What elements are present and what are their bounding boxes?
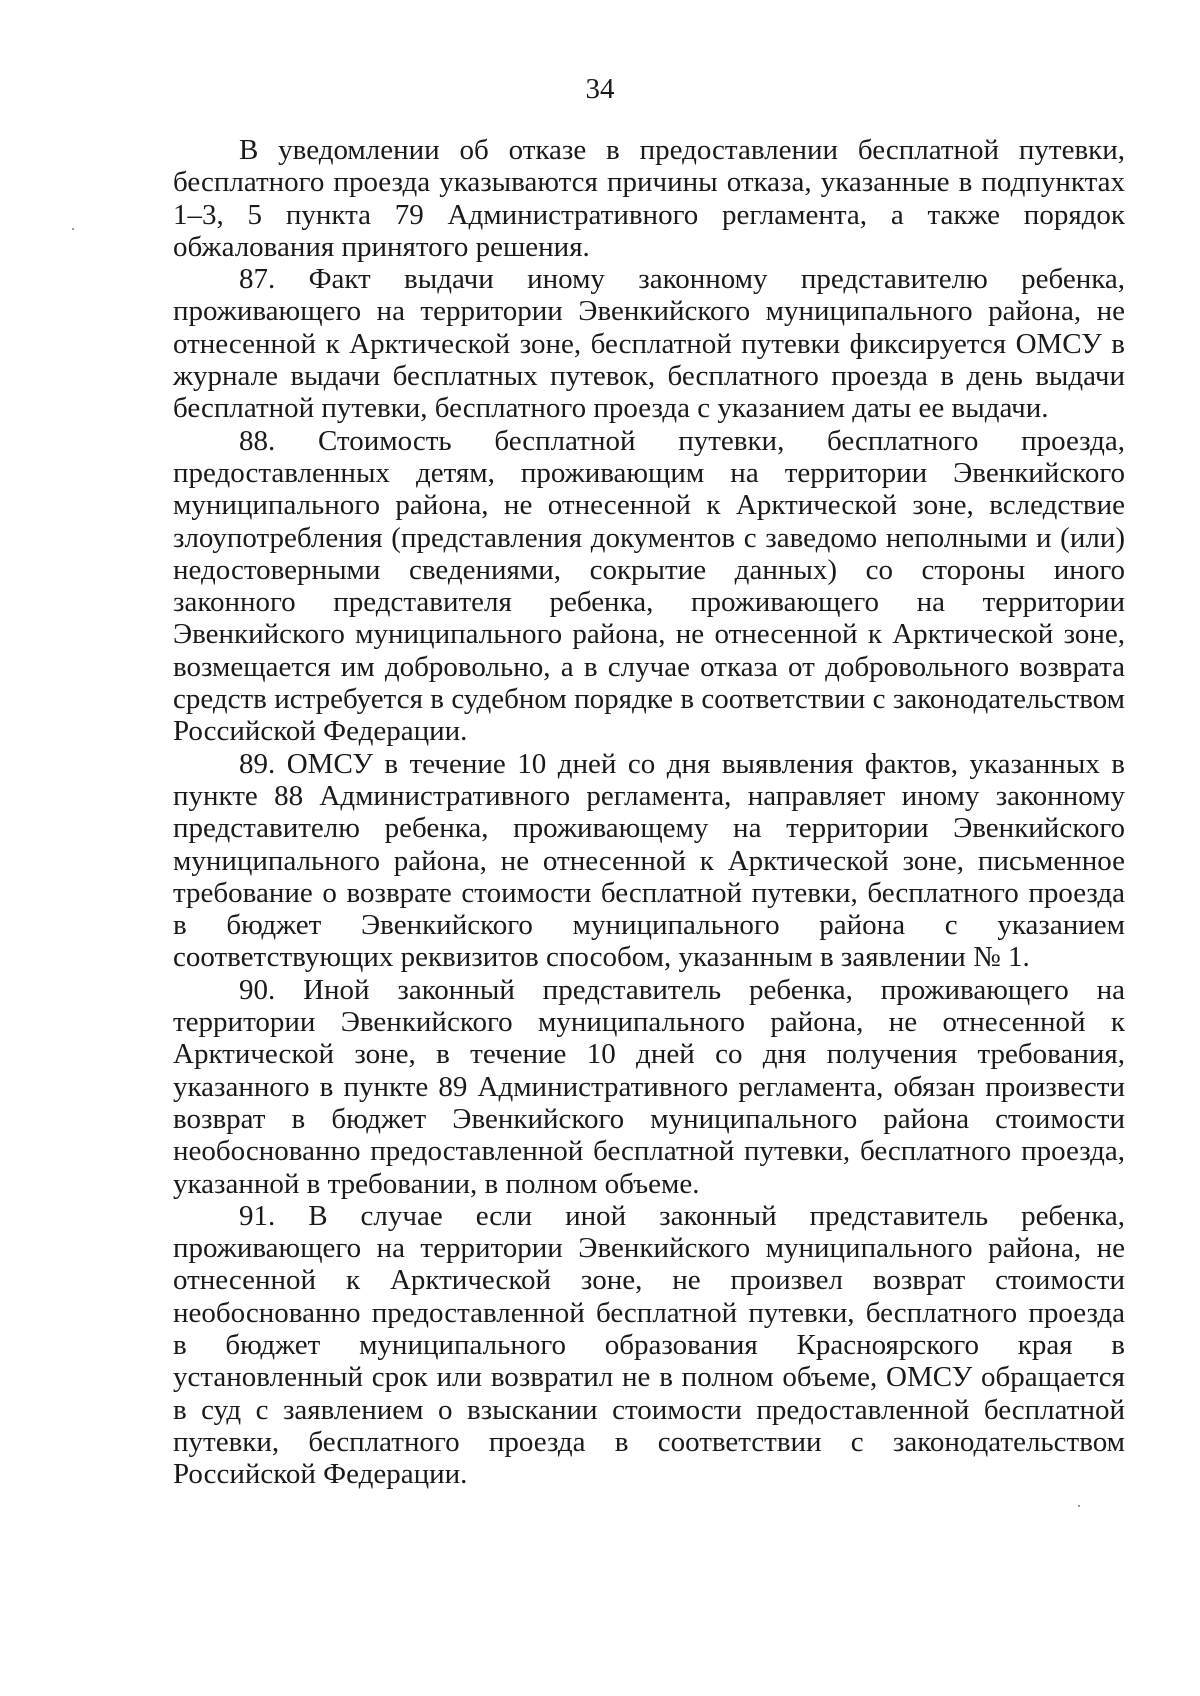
paragraph-87: 87. Факт выдачи иному законному представителю ребенка, проживающего на территории Эвенкийского муниципального района, не отнесенной к Арктической зоне, бесплатной путевки фиксируется ОМСУ в журнале выдачи бесплатных путевок, бесплатного проезда в день выдачи бесплатной путевки, бесплатного проезда с указанием даты ее выдачи. — [173, 263, 1125, 425]
paragraph-notice-of-refusal: В уведомлении об отказе в предоставлении бесплатной путевки, бесплатного проезда указываются причины отказа, указанные в подпунктах 1–3, 5 пункта 79 Административного регламента, а также порядок обжалования принятого решения. — [173, 134, 1125, 263]
paragraph-89: 89. ОМСУ в течение 10 дней со дня выявления фактов, указанных в пункте 88 Административного регламента, направляет иному законному представителю ребенка, проживающему на территории Эвенкийского муниципального района, не отнесенной к Арктической зоне, письменное требование о возврате стоимости бесплатной путевки, бесплатного проезда в бюджет Эвенкийского муниципального района с указанием соответствующих реквизитов способом, указанным в заявлении № 1. — [173, 747, 1125, 974]
paragraph-90: 90. Иной законный представитель ребенка, проживающего на территории Эвенкийского муниципального района, не отнесенной к Арктической зоне, в течение 10 дней со дня получения требования, указанного в пункте 89 Административного регламента, обязан произвести возврат в бюджет Эвенкийского муниципального района стоимости необоснованно предоставленной бесплатной путевки, бесплатного проезда, указанной в требовании, в полном объеме. — [173, 973, 1125, 1200]
paragraph-91: 91. В случае если иной законный представитель ребенка, проживающего на территории Эвенкийского муниципального района, не отнесенной к Арктической зоне, не произвел возврат стоимости необоснованно предоставленной бесплатной путевки, бесплатного проезда в бюджет муниципального образования Красноярского края в установленный срок или возвратил не в полном объеме, ОМСУ обращается в суд с заявлением о взыскании стоимости предоставленной бесплатной путевки, бесплатного проезда в соответствии с законодательством Российской Федерации. — [173, 1199, 1125, 1491]
scan-speck — [1078, 1505, 1080, 1507]
document-body — [173, 134, 1125, 1490]
scan-speck — [72, 228, 74, 230]
page-number: 34 — [585, 73, 615, 105]
paragraph-88: 88. Стоимость бесплатной путевки, бесплатного проезда, предоставленных детям, проживающим на территории Эвенкийского муниципального района, не отнесенной к Арктической зоне, вследствие злоупотребления (представления документов с заведомо неполными и (или) недостоверными сведениями, сокрытие данных) со стороны иного законного представителя ребенка, проживающего на территории Эвенкийского муниципального района, не отнесенной к Арктической зоне, возмещается им добровольно, а в случае отказа от добровольного возврата средств истребуется в судебном порядке в соответствии с законодательством Российской Федерации. — [173, 424, 1125, 748]
